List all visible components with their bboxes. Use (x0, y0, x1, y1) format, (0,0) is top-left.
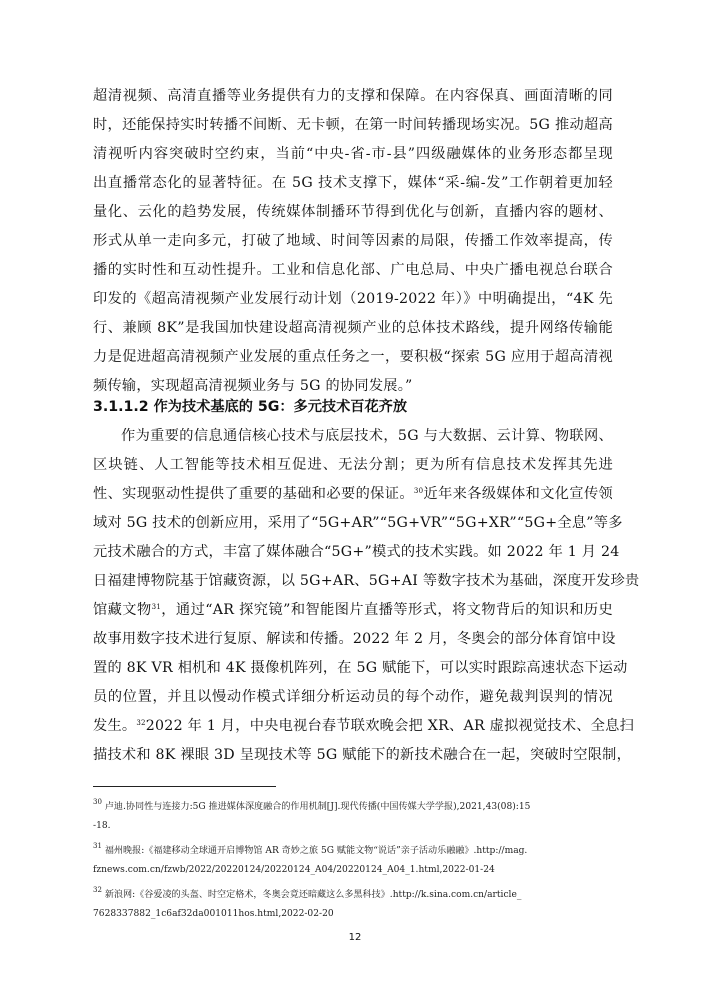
text-line: 播的实时性和互动性提升。工业和信息化部、广电总局、中央广播电视总台联合 (93, 262, 613, 278)
text-line: 出直播常态化的显著特征。在 5G 技术支撑下，媒体“采-编-发”工作朝着更加轻 (93, 175, 613, 191)
text-line: 描技术和 8K 裸眼 3D 呈现技术等 5G 赋能下的新技术融合在一起，突破时空限制， (93, 747, 632, 763)
footnote-30 (93, 798, 621, 817)
text-line: 量化、云化的趋势发展，传统媒体制播环节得到优化与创新，直播内容的题材、 (93, 204, 613, 220)
footnote-31-url[interactable]: fznews.com.cn/fzwb/2022/20220124/20220124_A04/20220124_A04_1.html,2022-01-24 (93, 865, 495, 875)
footnote-text: 卢迪.协同性与连接力:5G 推进媒体深度融合的作用机制[J].现代传播(中国传媒大学学报),2021,43(08):15 (104, 802, 531, 812)
footnote-separator (93, 786, 276, 787)
footnote-number: 31 (93, 842, 102, 850)
footnote-32 (93, 886, 621, 905)
text-line: 员的位置，并且以慢动作模式详细分析运动员的每个动作，避免裁判误判的情况 (93, 689, 613, 705)
footnote-ref[interactable]: 30 (413, 487, 424, 495)
text-line (93, 480, 613, 509)
text-line: 频传输，实现超高清视频业务与 5G 的协同发展。” (93, 378, 413, 394)
footnote-32-url[interactable]: 7628337882_1c6af32da001011hos.html,2022-02-20 (93, 909, 334, 919)
footnote-number: 30 (93, 798, 102, 806)
text-line: 置的 8K VR 相机和 4K 摄像机阵列，在 5G 赋能下，可以实时跟踪高速状态下运动 (93, 660, 628, 676)
footnotes (93, 798, 621, 924)
section-heading: 3.1.1.2 作为技术基底的 5G：多元技术百花齐放 (93, 399, 408, 415)
text-line: 元技术融合的方式，丰富了媒体融合“5G+”模式的技术实践。如 2022 年 1 月 24 (93, 544, 620, 560)
text-line: 域对 5G 技术的创新应用，采用了“5G+AR”“5G+VR”“5G+XR”“5G+全息”等多 (93, 515, 623, 531)
page-number: 12 (348, 932, 362, 943)
text-line: 形式从单一走向多元，打破了地域、时间等因素的局限，传播工作效率提高，传 (93, 233, 613, 249)
footnote-ref[interactable]: 31 (151, 603, 162, 611)
text-line: 故事用数字技术进行复原、解读和传播。2022 年 2 月，冬奥会的部分体育馆中设 (93, 631, 616, 647)
text-line: 日福建博物院基于馆藏资源，以 5G+AR、5G+AI 等数字技术为基础，深度开发珍贵 (93, 573, 640, 589)
text-span: 2022 年 1 月，中央电视台春节联欢晚会把 XR、AR 虚拟视觉技术、全息扫 (145, 718, 635, 734)
text-line: 时，还能保持实时转播不间断、无卡顿，在第一时间转播现场实况。5G 推动超高 (93, 117, 613, 133)
text-span: ，通过“AR 探究镜”和智能图片直播等形式，将文物背后的知识和历史 (161, 602, 613, 618)
text-span: 性、实现驱动性提供了重要的基础和必要的保证。 (93, 486, 414, 502)
text-line (93, 712, 635, 741)
text-line: 清视听内容突破时空约束，当前“中央-省-市-县”四级融媒体的业务形态都呈现 (93, 146, 613, 162)
text-line: 超清视频、高清直播等业务提供有力的支撑和保障。在内容保真、画面清晰的同 (93, 88, 613, 104)
text-line: 区块链、人工智能等技术相互促进、无法分割；更为所有信息技术发挥其先进 (93, 457, 613, 473)
footnote-ref[interactable]: 32 (136, 719, 146, 727)
footnote-number: 32 (93, 886, 102, 894)
text-span: 发生。 (93, 718, 137, 734)
footnote-text: 新浪网:《谷爱凌的头盔、时空定格术，冬奥会竟还暗藏这么多黑科技》.http://k.sina.com.cn/article_ (104, 890, 522, 900)
text-span: 近年来各级媒体和文化宣传领 (423, 486, 613, 502)
text-span: 馆藏文物 (93, 602, 152, 618)
footnote-text: 福州晚报:《福建移动全球通开启博物馆 AR 奇妙之旅 5G 赋能文物“说话”亲子活动乐融融》.http://mag. (104, 846, 528, 856)
text-line: 力是促进超高清视频产业发展的重点任务之一，要积极“探索 5G 应用于超高清视 (93, 349, 613, 365)
footnote-31 (93, 842, 621, 861)
text-line: 作为重要的信息通信核心技术与底层技术，5G 与大数据、云计算、物联网、 (121, 428, 613, 444)
footnote-30-cont: -18. (93, 821, 111, 831)
text-line: 行、兼顾 8K”是我国加快建设超高清视频产业的总体技术路线，提升网络传输能 (93, 320, 613, 336)
text-line (93, 596, 613, 625)
text-line: 印发的《超高清视频产业发展行动计划（2019-2022 年）》中明确提出，“4K 先 (93, 291, 613, 307)
